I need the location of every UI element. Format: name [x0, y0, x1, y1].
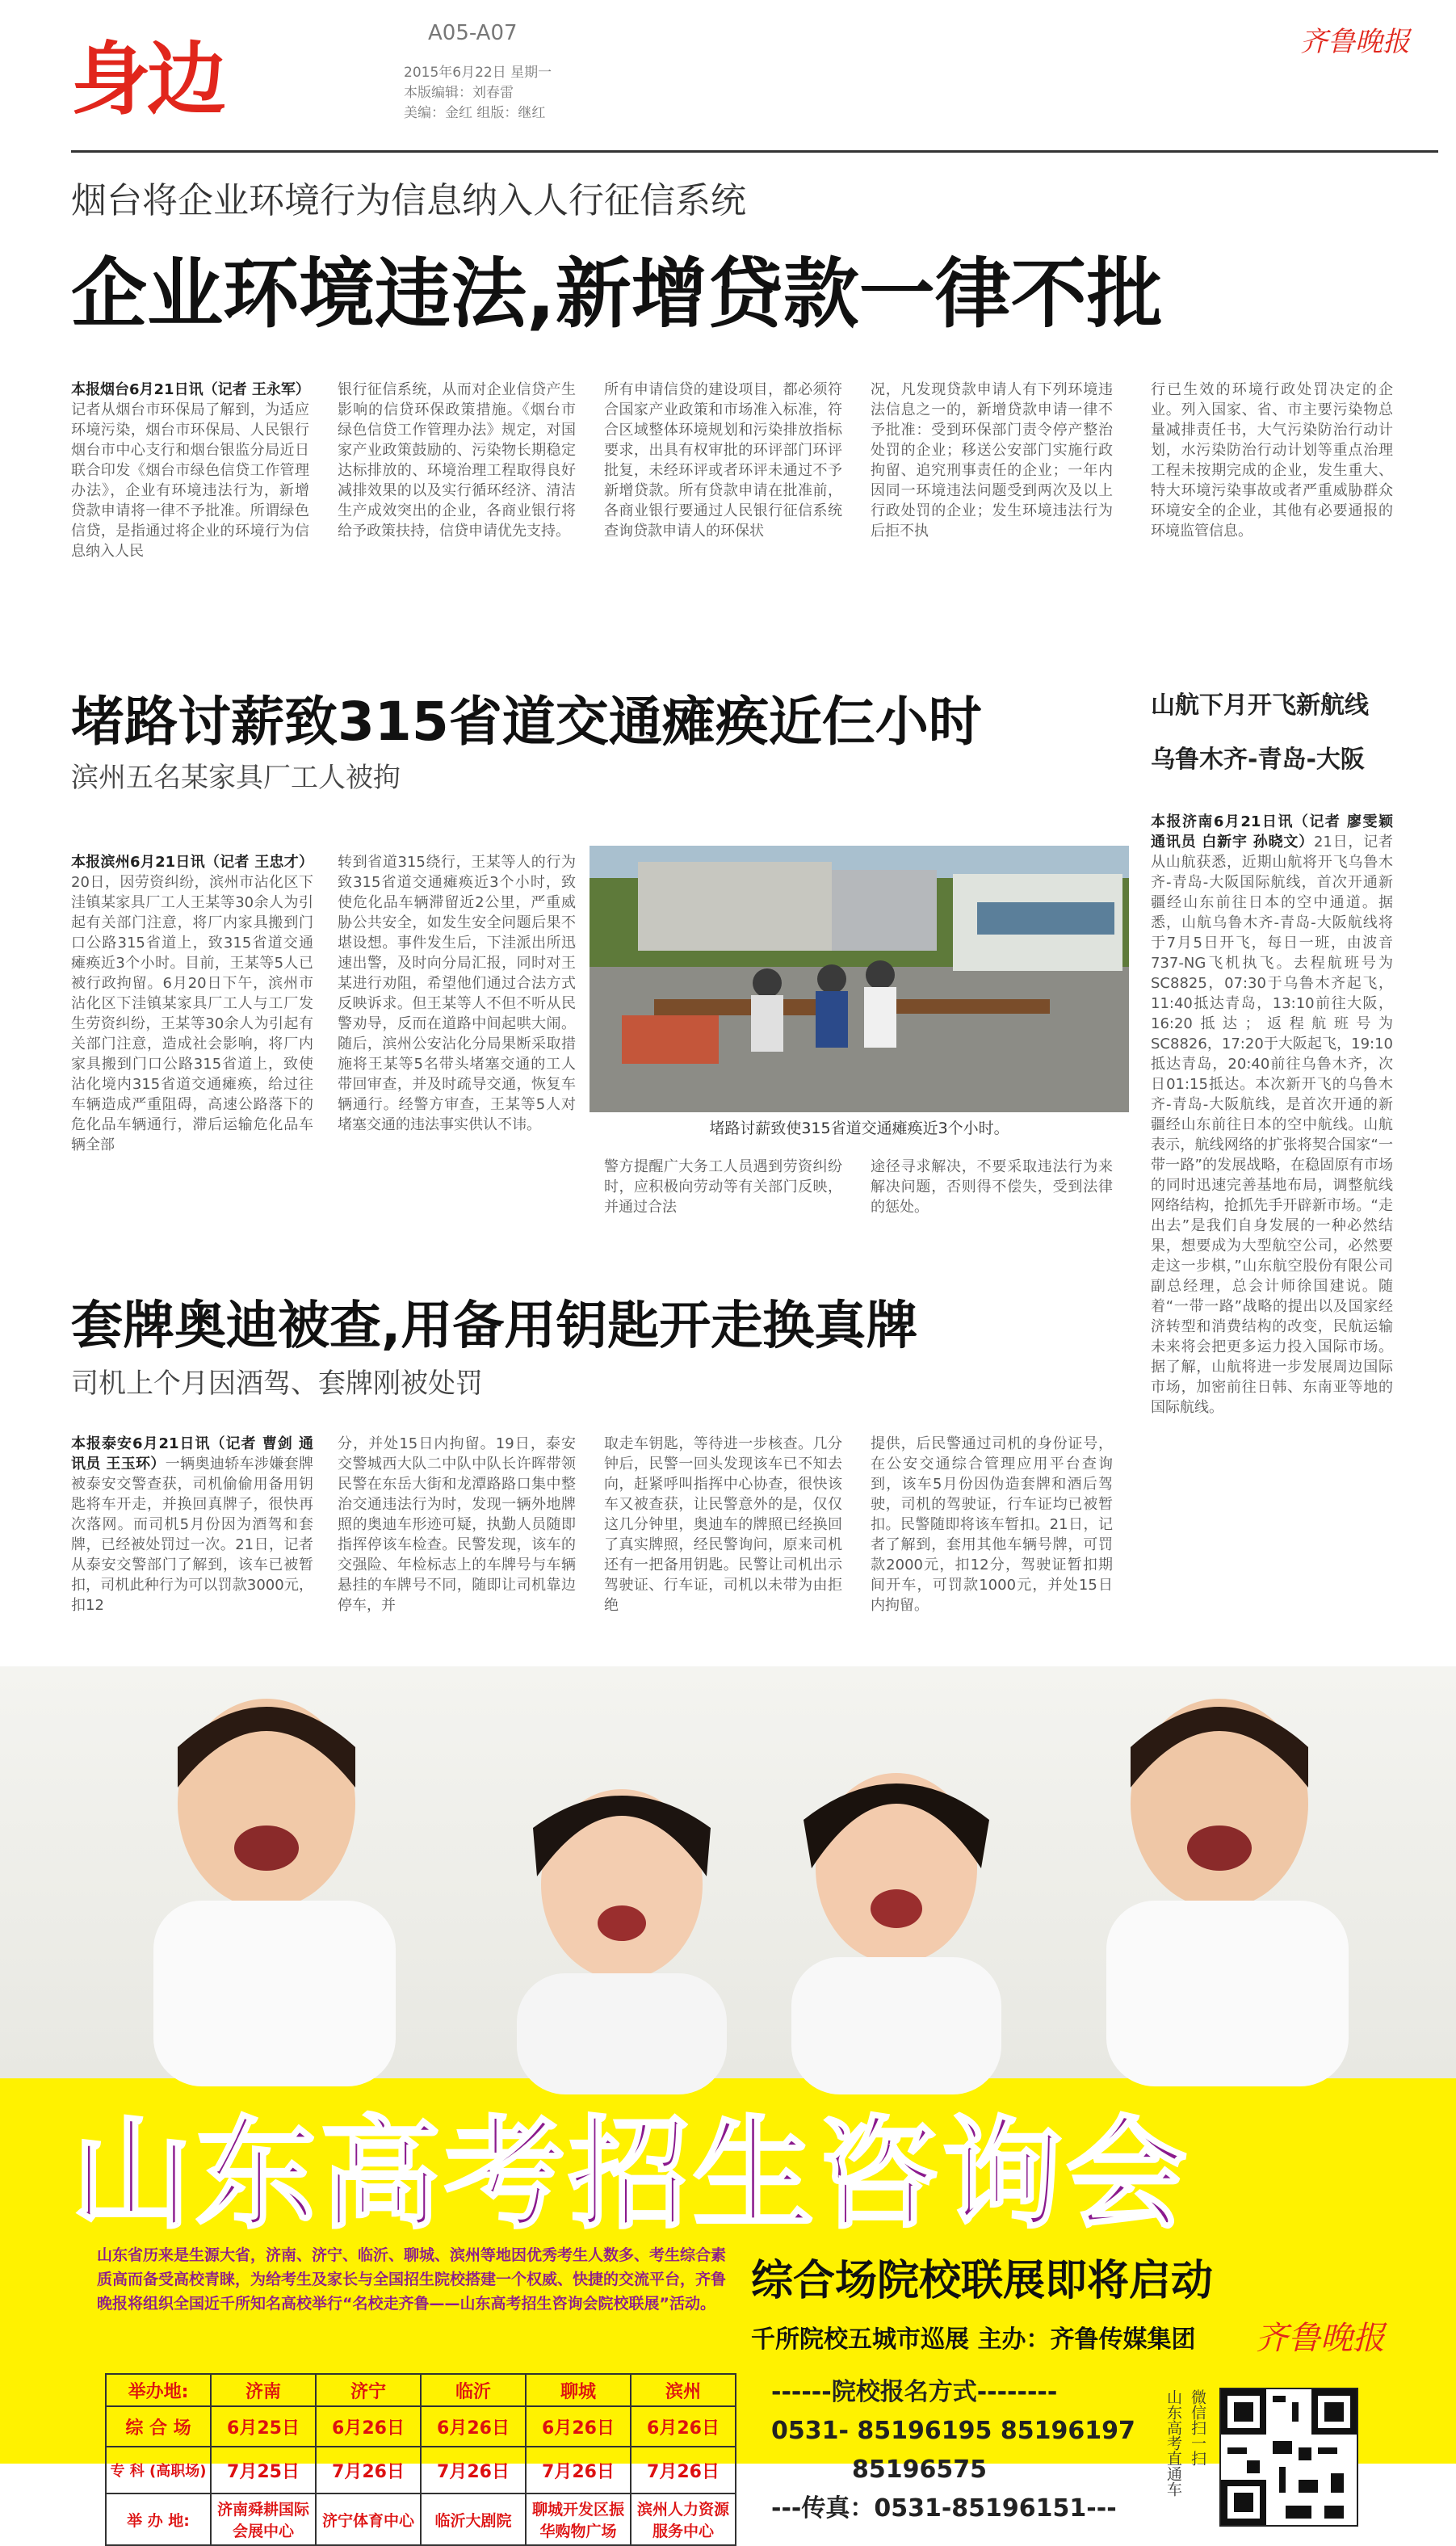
date-cell: 6月26日: [526, 2406, 631, 2447]
city-cell: 临沂: [421, 2374, 526, 2406]
sidebar-headline-2: 乌鲁木齐-青岛-大阪: [1151, 746, 1365, 774]
contact-title: ------院校报名方式--------: [771, 2378, 1058, 2406]
qr-caption: 山东高考直通车: [1164, 2389, 1182, 2497]
page-range: A05-A07: [428, 21, 518, 45]
sidebar-body-text: 21日，记者从山航获悉，近期山航将开飞乌鲁木齐-青岛-大阪国际航线，首次开通新疆经山东前往日本的空中通道。据悉，山航乌鲁木齐-青岛-大阪航线将于7月5日开飞，每日一班，由波音737-NG飞机执飞。去程航班号为SC8825，07:30于乌鲁木齐起飞，11:40抵达青岛，13:10前往大阪，16:20抵达；返程航班号为SC8826，17:20于大阪起飞，19:10抵达青岛，20:40前往乌鲁木齐，次日01:15抵达。本次新开飞的乌鲁木齐-青岛-大阪航线，是首次开通的新疆经山东前往日本的空中航线。山航表示，航线网络的扩张将契合国家“一带一路”的发展战略，在稳固原有市场的同时迅速完善基地布局，调整航线网络结构，抢抓先手开辟新市场。“走出去”是我们自身发展的一种必然结果，想要成为大型航空公司，必然要走这一步棋，”山东航空股份有限公司副总经理，总会计师徐国建说。随着“一带一路”战略的提出以及国家经济转型和消费结构的改变，民航运输未来将会把更多运力投入国际市场。据了解，山航将进一步发展周边国际市场，加密前往日韩、东南亚等地的国际航线。: [1151, 834, 1393, 1416]
qr-caption-2: 微信扫一扫: [1189, 2389, 1206, 2466]
phone-numbers: 0531- 85196195 85196197: [771, 2417, 1135, 2445]
story3-subhead: 司机上个月因酒驾、套牌刚被处罚: [71, 1368, 483, 1400]
story3-headline: 套牌奥迪被查,用备用钥匙开走换真牌: [71, 1296, 918, 1356]
ad-paragraph: 山东省历来是生源大省，济南、济宁、临沂、聊城、滨州等地因优秀考生人数多、考生综合素质高而备受高校青睐，为给考生及家长与全国招生院校搭建一个权威、快捷的交流平台，齐鲁晚报将组织全国近千所知名高校举行“名校走齐鲁——山东高考招生咨询会院校联展”活动。: [97, 2246, 727, 2313]
date-cell: 7月26日: [316, 2447, 421, 2493]
venue-cell: 滨州人力资源服务中心: [631, 2493, 736, 2545]
phone-number-extra: 85196575: [852, 2456, 987, 2484]
row-label: 举 办 地:: [106, 2493, 211, 2545]
date-cell: 7月26日: [631, 2447, 736, 2493]
story1-column-1: [71, 380, 309, 606]
date-cell: 6月26日: [631, 2406, 736, 2447]
date-cell: 6月26日: [421, 2406, 526, 2447]
story1-column-3: 所有申请信贷的建设项目，都必须符合国家产业政策和市场准入标准，符合区域整体环境规划和污染排放指标要求，出具有权审批的环评部门环评批复，未经环评或者环评未通过不予新增贷款。所有贷款申请在批准前，各商业银行要通过人民银行征信系统查询贷款申请人的环保状: [604, 381, 842, 540]
city-cell: 聊城: [526, 2374, 631, 2406]
story3-dateline: 本报泰安6月21日讯（记者 曹剑 通讯员 王玉环）: [71, 1435, 313, 1473]
sidebar-body: [1151, 812, 1393, 1571]
story3-col1-text: 一辆奥迪轿车涉嫌套牌被泰安交警查获，司机偷偷用备用钥匙将车开走，并换回真牌子，很快再次落网。而司机5月份因为酒驾和套牌，已经被处罚过一次。21日，记者从泰安交警部门了解到，该车已被暂扣，司机此种行为可以罚款3000元，扣12: [71, 1456, 313, 1614]
row-label: 举办地:: [106, 2374, 211, 2406]
date-cell: 7月25日: [211, 2447, 316, 2493]
story3-column-4: 提供，后民警通过司机的身份证号，在公安交通综合管理应用平台查询到，该车5月份因伪造套牌和酒后驾驶，司机的驾驶证，行车证均已被暂扣。民警随即将该车暂扣。21日，记者了解到，套用其他车辆号牌，可罚款2000元，扣12分，驾驶证暂扣期间开车，可罚款1000元，并处15日内拘留。: [871, 1435, 1113, 1614]
story2-col1-text: 20日，因劳资纠纷，滨州市沾化区下洼镇某家具厂工人王某等30余人为引起有关部门注意，将厂内家具搬到门口公路315省道上，致315省道交通瘫痪近3个小时。目前，王某等5人已被行政拘留。6月20日下午，滨州市沾化区下洼镇某家具厂工人与工厂发生劳资纠纷，王某等30余人为引起有关部门注意，造成社会影响，将厂内家具搬到门口公路315省道上，致使沾化境内315省道交通瘫痪，给过往车辆造成严重阻碍，高速公路落下的危化品车辆通行，滞后运输危化品车辆全部: [71, 874, 313, 1153]
story2-photo: [590, 846, 1129, 1112]
schedule-row-vocational: [106, 2447, 736, 2493]
venue-cell: 聊城开发区振华购物广场: [526, 2493, 631, 2545]
qr-pattern: [1221, 2389, 1357, 2525]
ad-subtitle-2: 千所院校五城市巡展 主办：齐鲁传媒集团: [751, 2325, 1196, 2354]
sidebar-dateline: 本报济南6月21日讯（记者 廖雯颖 通讯员 白新宇 孙晓文）: [1151, 813, 1393, 851]
newspaper-brand: 齐鲁晚报: [1300, 26, 1410, 58]
story2-column-4: 途径寻求解决，不要采取违法行为来解决问题，否则得不偿失，受到法律的惩处。: [871, 1158, 1113, 1216]
story2-subhead: 滨州五名某家具厂工人被拘: [71, 762, 401, 794]
story3-column-3: 取走车钥匙，等待进一步核查。几分钟后，民警一回头发现该车已不知去向，赶紧呼叫指挥中心协查，很快该车又被查获，让民警意外的是，仅仅这几分钟里，奥迪车的牌照已经换回了真实牌照，经民警询问，原来司机还有一把备用钥匙。民警让司机出示驾驶证、行车证，司机以未带为由拒绝: [604, 1435, 842, 1614]
story1-column-5: 行已生效的环境行政处罚决定的企业。列入国家、省、市主要污染物总量减排责任书，大气污染防治行动计划，水污染防治行动计划等重点治理工程未按期完成的企业，发生重大、特大环境污染事故或者严重威胁群众环境安全的企业，其他有必要通报的环境监管信息。: [1151, 381, 1393, 540]
fax-number: ---传真：0531-85196151---: [771, 2494, 1117, 2523]
advertisement: [0, 1666, 1456, 2540]
story1-headline: 企业环境违法,新增贷款一律不批: [71, 250, 1163, 338]
ad-subtitle: 综合场院校联展即将启动: [751, 2257, 1214, 2305]
students-illustration: [0, 1666, 1456, 2078]
header-meta: [404, 63, 552, 124]
students-photo: [0, 1666, 1456, 2078]
story1-kicker: 烟台将企业环境行为信息纳入人行征信系统: [71, 180, 746, 221]
road-protest-photo: [590, 846, 1129, 1112]
city-cell: 滨州: [631, 2374, 736, 2406]
contact-block: [771, 2373, 1135, 2528]
design-credit: 美编：金红 组版：继红: [404, 105, 546, 121]
story2-photo-caption: 堵路讨薪致使315省道交通瘫痪近3个小时。: [709, 1120, 1009, 1137]
date-cell: 6月26日: [316, 2406, 421, 2447]
story2-column-2: 转到省道315绕行，王某等人的行为致315省道交通瘫痪近3个小时，致使危化品车辆滞留近2公里，严重威胁公共安全，如发生安全问题后果不堪设想。事件发生后，下洼派出所迅速出警，及时向分局汇报，同时对王某进行劝阻，希望他们通过合法方式反映诉求。但王某等人不但不听从民警劝导，反而在道路中间起哄大闹。随后，滨州公安沾化分局果断采取措施将王某等5名带头堵塞交通的工人带回审查，并及时疏导交通，恢复车辆通行。经警方审查，王某等5人对堵塞交通的违法事实供认不讳。: [338, 854, 576, 1133]
venue-cell: 济南舜耕国际会展中心: [211, 2493, 316, 2545]
venue-cell: 临沂大剧院: [421, 2493, 526, 2545]
ad-title: 山东高考招生咨询会: [71, 2103, 1191, 2246]
row-label: 综 合 场: [106, 2406, 211, 2447]
qr-code-icon[interactable]: [1219, 2388, 1358, 2527]
story1-column-4: 况，凡发现贷款申请人有下列环境违法信息之一的，新增贷款申请一律不予批准：受到环保部门责令停产整治处罚的企业；移送公安部门实施行政拘留、追究刑事责任的企业；一年内因同一环境违法问题受到两次及以上行政处罚的企业；发生环境违法行为后拒不执: [871, 381, 1113, 540]
date-cell: 6月25日: [211, 2406, 316, 2447]
story1-col1-text: 记者从烟台市环保局了解到，为适应环境污染，烟台市环保局、人民银行烟台市中心支行和烟台银监分局近日联合印发《烟台市绿色信贷工作管理办法》，企业有环境违法行为，新增贷款申请将一律不予批准。所谓绿色信贷，是指通过将企业的环境行为信息纳入人民: [71, 401, 309, 560]
schedule-row-cities: [106, 2374, 736, 2406]
story3-column-1: [71, 1434, 313, 1652]
editor-credit: 本版编辑：刘春雷: [404, 85, 514, 101]
venue-cell: 济宁体育中心: [316, 2493, 421, 2545]
schedule-row-venues: [106, 2493, 736, 2545]
story2-column-3: 警方提醒广大务工人员遇到劳资纠纷时，应积极向劳动等有关部门反映，并通过合法: [604, 1158, 842, 1216]
story3-column-2: 分，并处15日内拘留。19日，泰安交警城西大队二中队中队长许晖带领民警在东岳大街和龙潭路路口集中整治交通违法行为时，发现一辆外地牌照的奥迪车形迹可疑，执勤人员随即指挥停该车检查。民警发现，该车的交强险、年检标志上的车牌号与车辆悬挂的车牌号不同，随即让司机靠边停车，并: [338, 1435, 576, 1614]
row-label: 专 科 (高职场): [106, 2447, 211, 2493]
sidebar-headline-1: 山航下月开飞新航线: [1151, 691, 1369, 720]
city-cell: 济南: [211, 2374, 316, 2406]
schedule-row-general: [106, 2406, 736, 2447]
section-logo: 身边: [71, 33, 224, 126]
story2-column-1: [71, 852, 313, 1232]
ad-brand: 齐鲁晚报: [1256, 2320, 1385, 2357]
date-cell: 7月26日: [421, 2447, 526, 2493]
story1-dateline: 本报烟台6月21日讯（记者 王永军）: [71, 381, 310, 398]
city-cell: 济宁: [316, 2374, 421, 2406]
header-divider: [71, 150, 1438, 153]
date-cell: 7月26日: [526, 2447, 631, 2493]
issue-date: 2015年6月22日 星期一: [404, 65, 552, 81]
schedule-table: [105, 2373, 736, 2546]
story2-headline: 堵路讨薪致315省道交通瘫痪近仨小时: [71, 691, 982, 753]
story2-dateline: 本报滨州6月21日讯（记者 王忠才）: [71, 854, 313, 871]
story1-column-2: 银行征信系统，从而对企业信贷产生影响的信贷环保政策措施。《烟台市绿色信贷工作管理办法》规定，对国家产业政策鼓励的、污染物长期稳定达标排放的、环境治理工程取得良好减排效果的以及实行循环经济、清洁生产成效突出的企业，各商业银行将给予政策扶持，信贷申请优先支持。: [338, 381, 576, 540]
